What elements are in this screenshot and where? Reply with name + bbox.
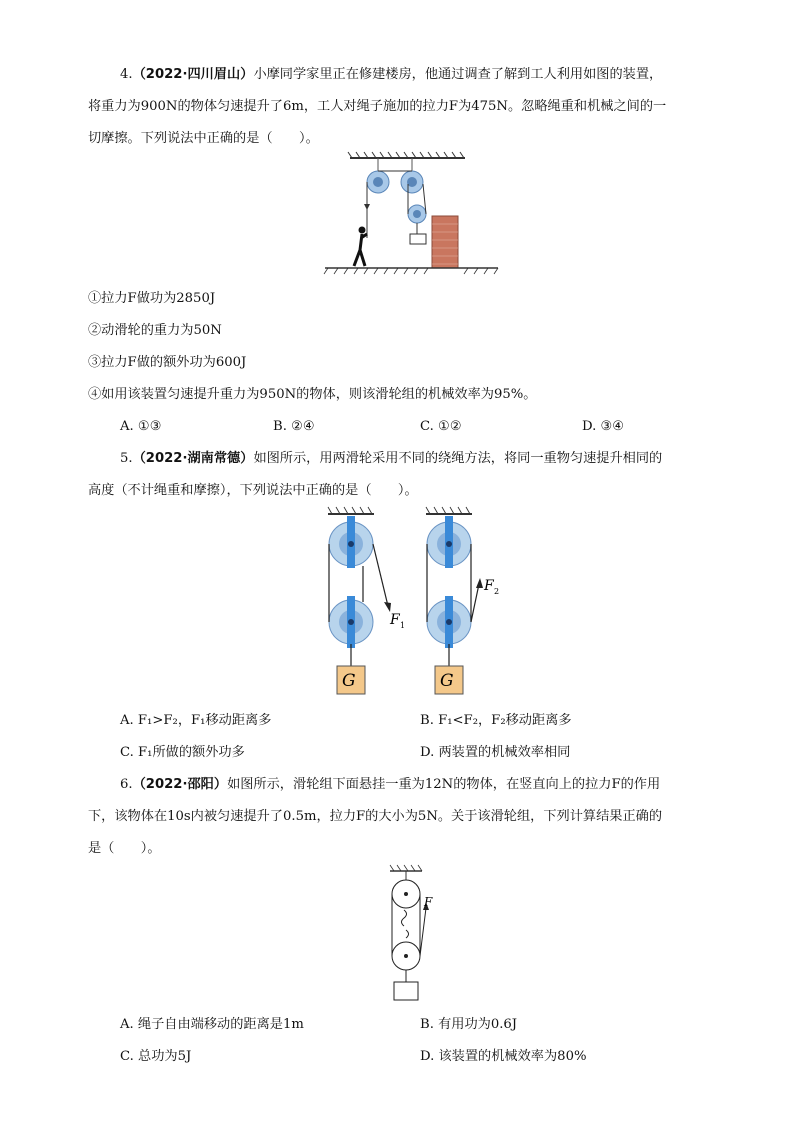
q5-force-label-2: F <box>484 578 494 594</box>
q4-pulley-figure <box>320 150 500 275</box>
q6-line-2: 下，该物体在10s内被匀速提升了0.5m，拉力F的大小为5N。关于该滑轮组，下列计算结果正确的 <box>88 809 663 824</box>
q4-statement-3: ③拉力F做的额外功为600J <box>88 355 247 370</box>
q4-option-d[interactable]: D. ③④ <box>582 419 625 434</box>
q4-number: 4. <box>120 67 133 82</box>
q4-line-1 <box>120 66 662 84</box>
q5-text-1: 如图所示，用两滑轮采用不同的绕绳方法，将同一重物匀速提升相同的 <box>253 451 663 466</box>
q4-option-a[interactable]: A. ①③ <box>120 419 162 434</box>
q6-source: （2022·邵阳） <box>132 777 228 792</box>
q4-statement-2: ②动滑轮的重力为50N <box>88 323 222 338</box>
q5-force-sub-2: 2 <box>494 587 500 596</box>
q6-option-a[interactable]: A. 绳子自由端移动的距离是1m <box>120 1017 304 1032</box>
q5-source: （2022·湖南常德） <box>132 451 254 466</box>
q6-number: 6. <box>120 777 133 792</box>
q6-pulley-figure <box>384 862 444 1004</box>
q4-option-b[interactable]: B. ②④ <box>273 419 315 434</box>
q5-option-d[interactable]: D. 两装置的机械效率相同 <box>420 745 571 760</box>
q6-option-b[interactable]: B. 有用功为0.6J <box>420 1017 518 1032</box>
q5-option-a[interactable]: A. F₁>F₂，F₁移动距离多 <box>120 713 272 728</box>
q5-option-c[interactable]: C. F₁所做的额外功多 <box>120 745 245 760</box>
q5-line-2: 高度（不计绳重和摩擦），下列说法中正确的是（ ）。 <box>88 483 418 498</box>
q5-line-1 <box>120 450 662 468</box>
q5-force-label-1: F <box>390 612 400 628</box>
q4-line-3: 切摩擦。下列说法中正确的是（ ）。 <box>88 131 319 146</box>
q4-text-1: 小摩同学家里正在修建楼房，他通过调查了解到工人利用如图的装置， <box>253 67 663 82</box>
q5-option-b[interactable]: B. F₁<F₂，F₂移动距离多 <box>420 713 572 728</box>
q4-line-2: 将重力为900N的物体匀速提升了6m，工人对绳子施加的拉力F为475N。忽略绳重和机械之间的一 <box>88 99 667 114</box>
q5-weight-label-1: G <box>342 671 356 691</box>
q5-pulley-figure <box>318 502 508 702</box>
q4-statement-1: ①拉力F做功为2850J <box>88 291 216 306</box>
q4-source: （2022·四川眉山） <box>132 67 254 82</box>
q6-option-d[interactable]: D. 该装置的机械效率为80% <box>420 1049 587 1064</box>
q6-line-1 <box>120 776 660 794</box>
q4-statement-4: ④如用该装置匀速提升重力为950N的物体，则该滑轮组的机械效率为95%。 <box>88 387 537 402</box>
q5-number: 5. <box>120 451 133 466</box>
q5-weight-label-2: G <box>440 671 454 691</box>
q6-option-c[interactable]: C. 总功为5J <box>120 1049 192 1064</box>
q5-force-sub-1: 1 <box>400 621 406 630</box>
q6-line-3: 是（ ）。 <box>88 841 161 856</box>
q4-option-c[interactable]: C. ①② <box>420 419 462 434</box>
q6-force-label: F <box>424 895 433 909</box>
q6-text-1: 如图所示，滑轮组下面悬挂一重为12N的物体，在竖直向上的拉力F的作用 <box>227 777 661 792</box>
